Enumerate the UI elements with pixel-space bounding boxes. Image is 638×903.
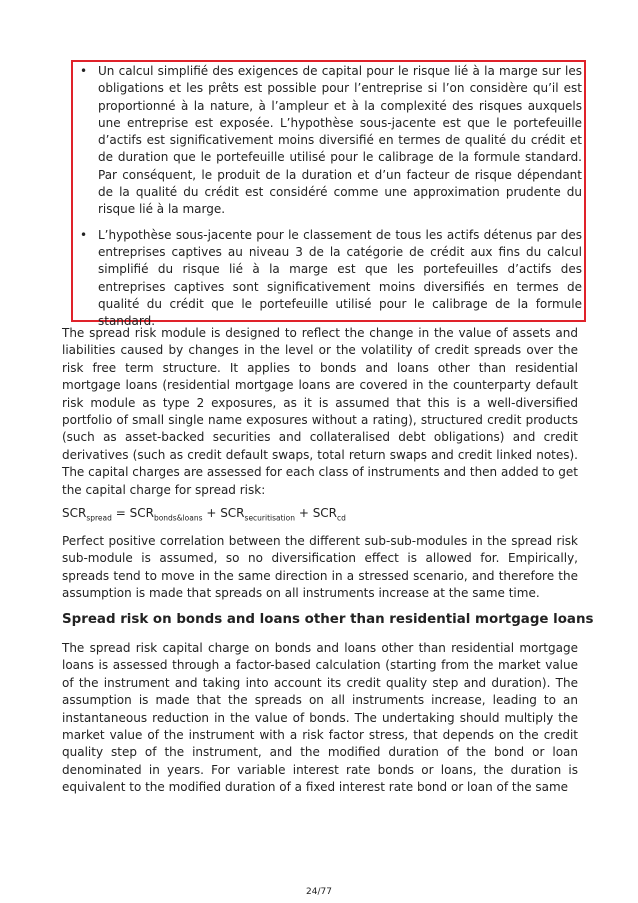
formula-operator: = <box>111 506 130 520</box>
scr-formula <box>62 506 346 522</box>
bullet-text: L’hypothèse sous-jacente pour le classement de tous les actifs détenus par des entreprises captives au niveau 3 de la catégorie de crédit aux fins du calcul simplifié du risque lié à la marge est que les portefeuilles d’actifs des entreprises captives sont significativement moins diversifiés en termes de qualité du crédit que le portefeuille utilisé pour le calibrage de la formule standard. <box>98 227 582 329</box>
formula-term: SCR <box>129 506 154 520</box>
paragraph-bonds-loans: The spread risk capital charge on bonds and loans other than residential mortgage loans is assessed through a factor-based calculation (starting from the market value of the instrument and taking into account its credit quality step and duration). The assumption is made that the spreads on all instruments increase, leading to an instantaneous reduction in the value of bonds. The undertaking should multiply the market value of the instrument with a risk factor stress, that depends on the credit quality step of the instrument, and the modified duration of the bond or loan denominated in years. For variable interest rate bonds or loans, the duration is equivalent to the modified duration of a fixed interest rate bond or loan of the same <box>62 641 578 795</box>
formula-operator: + <box>202 506 221 520</box>
bullet-text: Un calcul simplifié des exigences de capital pour le risque lié à la marge sur les obligations et les prêts est possible pour l’entreprise si l’on considère qu’il est proportionné à la nature, à l’ampleur et à la complexité des risques auxquels une entreprise est exposée. L’hypothèse sous-jacente est que le portefeuille d’actifs est significativement moins diversifié en termes de qualité du crédit et de duration que le portefeuille utilisé pour le calibrage de la formule standard. Par conséquent, le produit de la duration et d’un facteur de risque dépendant de la qualité du crédit est considéré comme une approximation prudente du risque lié à la marge. <box>98 64 582 217</box>
formula-subscript: cd <box>337 513 346 523</box>
formula-subscript: securitisation <box>244 513 295 523</box>
bullet-icon: • <box>80 227 88 242</box>
bullet-icon: • <box>80 64 88 78</box>
list-item <box>62 63 582 219</box>
bullet-list <box>62 63 582 338</box>
list-item <box>62 227 582 331</box>
paragraph-correlation: Perfect positive correlation between the different sub-sub-modules in the spread risk sub-module is assumed, so no diversification effect is allowed for. Empirically, spreads tend to move in the same direction in a stressed scenario, and therefore the assumption is made that spreads on all instruments increase at the same time. <box>62 534 578 601</box>
formula-subscript: bonds&loans <box>153 513 203 523</box>
formula-operator: + <box>295 506 313 520</box>
formula-term: SCR <box>220 506 245 520</box>
page-number: 24/77 <box>306 887 332 897</box>
formula-term: SCR <box>312 506 338 520</box>
formula-term: SCR <box>62 506 87 520</box>
paragraph-spread-module: The spread risk module is designed to reflect the change in the value of assets and liabilities caused by changes in the level or the volatility of credit spreads over the risk free term structure. It applies to bonds and loans other than residential mortgage loans (residential mortgage loans are covered in the counterparty default risk module as type 2 exposures, as it is assumed that this is a well-diversified portfolio of small single name exposures without a rating), structured credit products (such as asset-backed securities and collateralised debt obligations) and credit derivatives (such as credit default swaps, total return swaps and credit linked notes). The capital charges are assessed for each class of instruments and then added to get the capital charge for spread risk: <box>62 326 578 497</box>
formula-subscript: spread <box>86 513 112 523</box>
section-heading: Spread risk on bonds and loans other than residential mortgage loans <box>62 612 594 627</box>
